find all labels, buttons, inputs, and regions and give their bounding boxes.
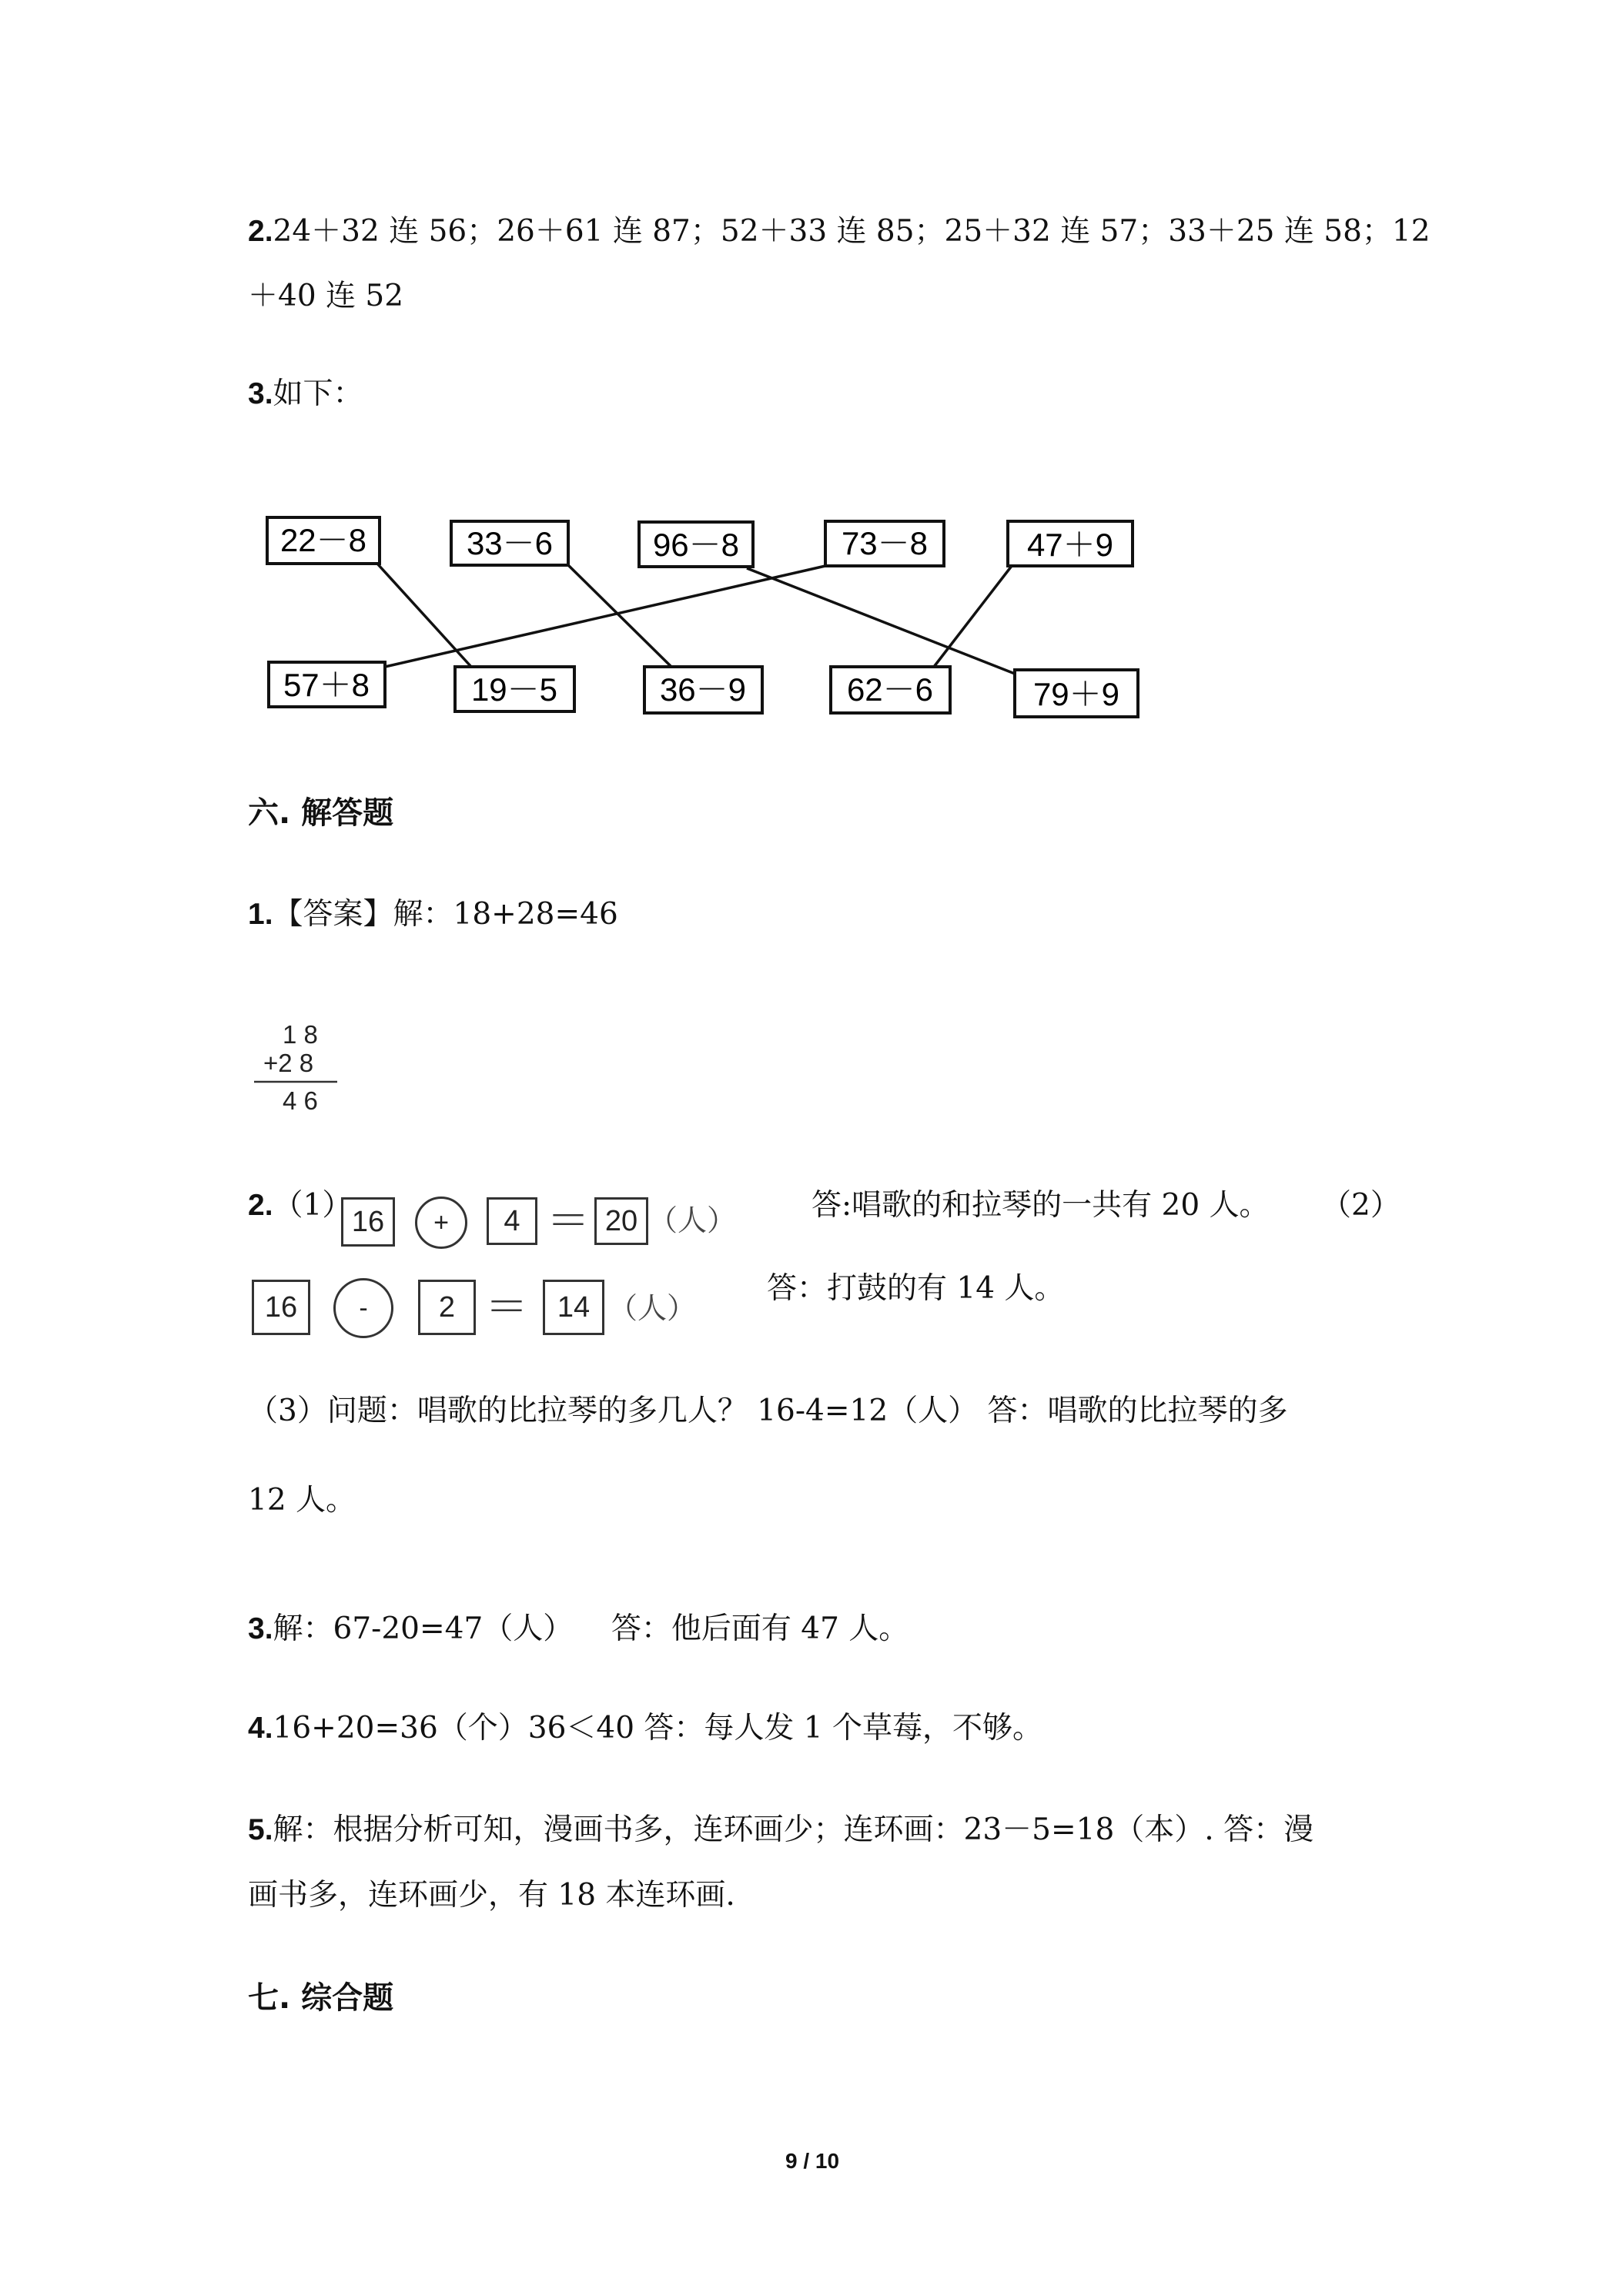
s6-q3-number: 3. [248, 1612, 273, 1645]
eq1-box-b: 4 [487, 1197, 537, 1245]
match-label: 57＋8 [283, 667, 370, 703]
s6-q5-number: 5. [248, 1813, 273, 1846]
connection-line [934, 566, 1012, 667]
s6-q1-text: 【答案】解：18+28=46 [273, 897, 618, 932]
s6-q4-text: 16+20=36（个）36＜40 答：每人发 1 个草莓，不够。 [273, 1711, 1043, 1745]
s6-q2-number: 2. [248, 1189, 273, 1222]
eq1-operator-circle: + [415, 1197, 467, 1249]
eq1-unit: （人） [648, 1203, 737, 1237]
eq2-box-result: 14 [543, 1280, 604, 1335]
eq1-box-a: 16 [341, 1197, 395, 1247]
connection-line [747, 568, 1015, 674]
s6-q1-number: 1. [248, 898, 273, 931]
page-number: 9 / 10 [785, 2149, 840, 2173]
match-label: 33－6 [466, 525, 554, 561]
match-label: 96－8 [652, 527, 740, 563]
section7-heading: 七. 综合题 [248, 1980, 394, 2016]
match-label: 47＋9 [1026, 527, 1114, 563]
match-box-top [1008, 521, 1133, 566]
q3-number: 3. [248, 377, 273, 410]
s6-q1-line [248, 897, 618, 932]
match-label: 19－5 [470, 671, 558, 708]
q3-text: 如下： [273, 377, 363, 411]
connection-line [385, 566, 825, 667]
s6-q3-text: 解：67-20=47（人） 答：他后面有 47 人。 [273, 1612, 909, 1646]
match-box-top [267, 517, 380, 564]
eq2-operator-circle: - [333, 1278, 393, 1338]
s6-q4-number: 4. [248, 1712, 273, 1745]
eq2-box-b: 2 [418, 1280, 476, 1335]
s6-q5-text-line2: 画书多，连环画少，有 18 本连环画. [248, 1878, 735, 1913]
match-box-top [639, 522, 753, 567]
q2-number: 2. [248, 215, 273, 248]
eq2-box-a: 16 [252, 1280, 310, 1335]
match-label: 73－8 [841, 525, 929, 561]
vertical-calc-result: 4 6 [283, 1086, 318, 1115]
s6-q2-part3-line2: 12 人。 [248, 1483, 356, 1518]
s6-q5-text-line1: 解：根据分析可知，漫画书多，连环画少；连环画：23－5=18（本）. 答：漫 [273, 1812, 1314, 1847]
vertical-calc-middle: +2 8 [263, 1049, 314, 1077]
s6-q2-part1-label: （1） [273, 1188, 353, 1223]
match-box-top [451, 521, 568, 565]
s6-q2-part2-answer: 答：打鼓的有 14 人。 [767, 1271, 1065, 1306]
match-box-top [825, 521, 944, 566]
match-label: 22－8 [279, 522, 367, 558]
s6-q2-part3-line1: （3）问题：唱歌的比拉琴的多几人？ 16-4=12（人） 答：唱歌的比拉琴的多 [248, 1394, 1288, 1428]
match-box-bottom [269, 662, 385, 707]
connection-line [567, 564, 671, 667]
match-label: 62－6 [846, 671, 934, 708]
eq2-equals: ＝ [485, 1283, 528, 1331]
match-box-bottom [455, 667, 574, 711]
match-box-bottom [1015, 670, 1138, 717]
s6-q2-part1-answer: 答:唱歌的和拉琴的一共有 20 人。 [812, 1188, 1270, 1223]
match-label: 79＋9 [1032, 676, 1120, 712]
s6-q3-line [248, 1614, 909, 1644]
vertical-calc-top: 1 8 [283, 1020, 318, 1049]
match-label: 36－9 [659, 671, 747, 708]
s6-q2-line1 [248, 1188, 353, 1223]
s6-q5-line1 [248, 1812, 1314, 1847]
q2-text-line2: ＋40 连 52 [248, 279, 404, 313]
s6-q4-line [248, 1713, 1042, 1743]
q2-text-line1: 24＋32 连 56；26＋61 连 87；52＋33 连 85；25＋32 连 57；33＋25 连 58；12 [273, 214, 1431, 249]
eq2-unit: （人） [608, 1291, 697, 1325]
s6-q2-part2-label: （2） [1321, 1188, 1400, 1223]
match-box-bottom [644, 667, 762, 713]
match-box-bottom [831, 667, 950, 713]
eq1-equals: ＝ [547, 1197, 590, 1245]
eq1-box-result: 20 [594, 1197, 648, 1245]
section6-heading: 六. 解答题 [248, 795, 394, 831]
